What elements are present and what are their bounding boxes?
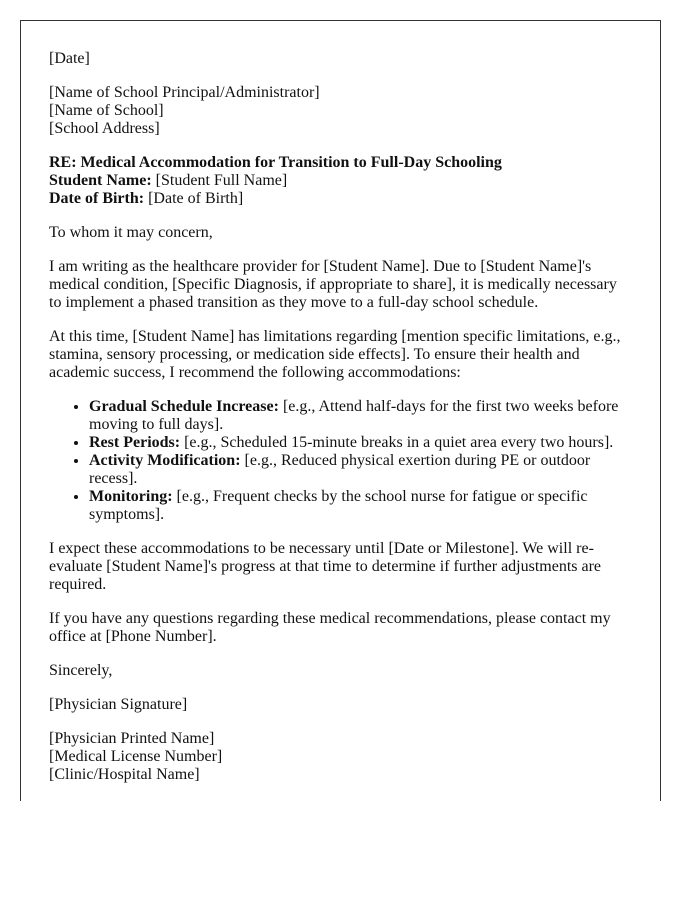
recipient-school: [Name of School] bbox=[49, 102, 164, 119]
signer-clinic: [Clinic/Hospital Name] bbox=[49, 766, 200, 783]
recipient-address: [School Address] bbox=[49, 120, 160, 137]
accommodation-label: Gradual Schedule Increase: bbox=[89, 398, 279, 415]
duration-paragraph: I expect these accommodations to be necessary until [Date or Milestone]. We will re-evaluate [Student Name]'s progress at that time to determine if further adjustments are required. bbox=[49, 540, 602, 593]
list-item bbox=[89, 488, 632, 524]
recipient-name: [Name of School Principal/Administrator] bbox=[49, 84, 320, 101]
intro-paragraph: I am writing as the healthcare provider for [Student Name]. Due to [Student Name]'s medical condition, [Specific Diagnosis, if appropriate to share], it is medically necessary to implement a phased transition as they move to a full-day school schedule. bbox=[49, 258, 617, 311]
list-item bbox=[89, 434, 632, 452]
student-name-label: Student Name: bbox=[49, 172, 152, 189]
re-line-text: RE: Medical Accommodation for Transition to Full-Day Schooling bbox=[49, 154, 502, 171]
student-name-value: [Student Full Name] bbox=[151, 172, 288, 189]
signer-license: [Medical License Number] bbox=[49, 748, 223, 765]
accommodation-text: [e.g., Scheduled 15-minute breaks in a quiet area every two hours]. bbox=[180, 434, 614, 451]
recipient-block bbox=[49, 84, 632, 138]
dob-label: Date of Birth: bbox=[49, 190, 145, 207]
contact-paragraph: If you have any questions regarding these medical recommendations, please contact my office at [Phone Number]. bbox=[49, 610, 611, 645]
list-item bbox=[89, 452, 632, 488]
accommodation-text: [e.g., Frequent checks by the school nurse for fatigue or specific symptoms]. bbox=[89, 488, 588, 523]
accommodation-text: [e.g., Attend half-days for the first two weeks before moving to full days]. bbox=[89, 398, 619, 433]
signer-printed-name: [Physician Printed Name] bbox=[49, 730, 215, 747]
list-item bbox=[89, 398, 632, 434]
salutation: To whom it may concern, bbox=[49, 224, 213, 241]
signature-placeholder: [Physician Signature] bbox=[49, 696, 188, 713]
dob-line bbox=[49, 190, 632, 208]
accommodation-text: [e.g., Reduced physical exertion during PE or outdoor recess]. bbox=[89, 452, 591, 487]
letter-date: [Date] bbox=[49, 50, 90, 67]
signer-block bbox=[49, 730, 632, 784]
subject-block bbox=[49, 154, 632, 208]
accommodation-label: Rest Periods: bbox=[89, 434, 181, 451]
dob-value: [Date of Birth] bbox=[144, 190, 244, 207]
letter-page bbox=[20, 20, 661, 801]
accommodation-label: Monitoring: bbox=[89, 488, 173, 505]
limitations-paragraph: At this time, [Student Name] has limitations regarding [mention specific limitations, e.g., stamina, sensory processing, or medication side effects]. To ensure their health and academic success, I recommend the following accommodations: bbox=[49, 328, 621, 381]
closing: Sincerely, bbox=[49, 662, 113, 679]
accommodations-list bbox=[49, 398, 632, 524]
re-line bbox=[49, 154, 632, 172]
student-name-line bbox=[49, 172, 632, 190]
accommodation-label: Activity Modification: bbox=[89, 452, 241, 469]
